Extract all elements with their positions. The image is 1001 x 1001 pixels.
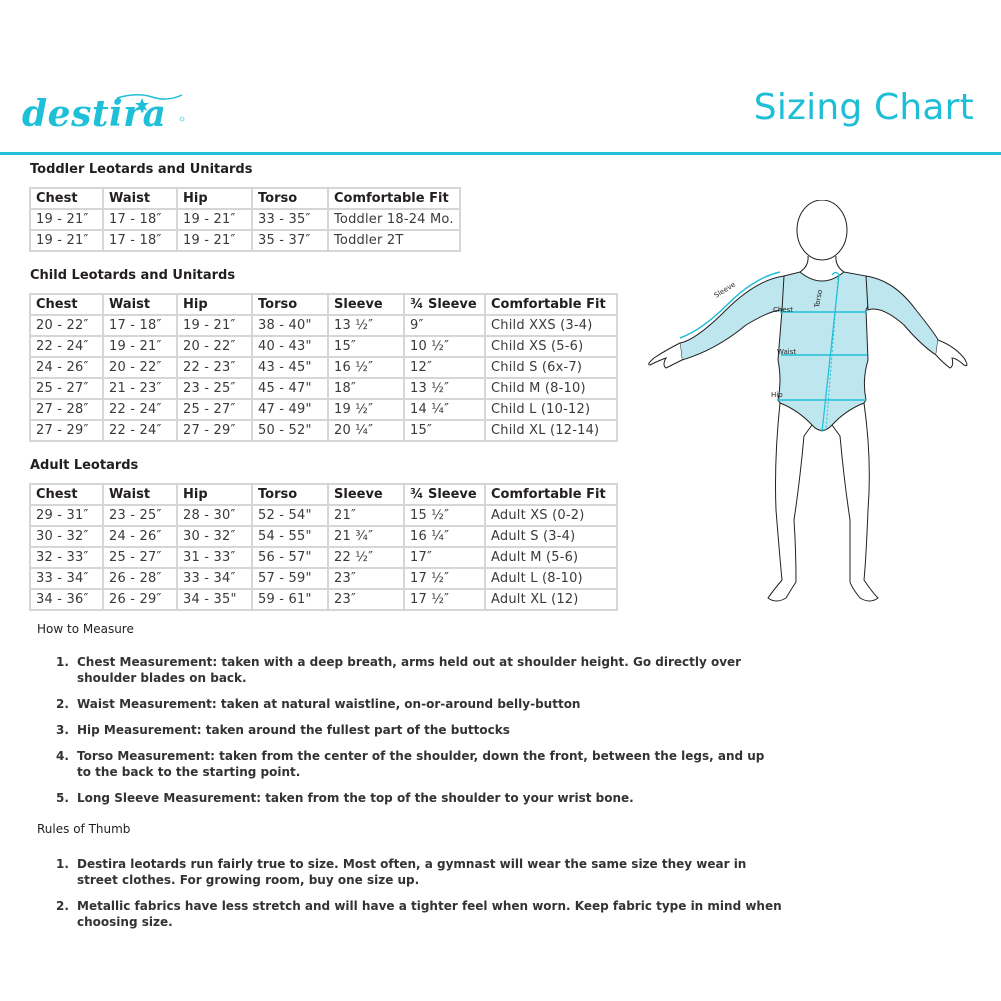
table-cell: 27 - 28″ (30, 399, 103, 420)
table-cell: 18″ (328, 378, 404, 399)
table-cell: 30 - 32″ (177, 526, 252, 547)
table-cell: 22 - 24″ (103, 420, 177, 441)
column-header: ¾ Sleeve (404, 294, 485, 315)
table-cell: 27 - 29″ (30, 420, 103, 441)
table-row (30, 209, 460, 230)
rules-of-thumb-list (52, 856, 782, 940)
toddler-size-table (29, 187, 461, 252)
table-cell: 13 ½″ (328, 315, 404, 336)
table-cell: 25 - 27″ (177, 399, 252, 420)
list-item (52, 898, 782, 930)
logo-text: destira (22, 93, 167, 135)
list-item-number: 5. (56, 791, 69, 805)
column-header: Torso (252, 484, 328, 505)
list-item-number: 2. (56, 697, 69, 711)
table-cell: Child XXS (3-4) (485, 315, 617, 336)
column-header: Torso (252, 188, 328, 209)
table-cell: 19 - 21″ (177, 315, 252, 336)
table-row (30, 526, 617, 547)
table-cell: 32 - 33″ (30, 547, 103, 568)
table-cell: Child M (8-10) (485, 378, 617, 399)
table-cell: 17 ½″ (404, 589, 485, 610)
page-title: Sizing Chart (753, 87, 974, 128)
list-item-text: Waist Measurement: taken at natural waistline, on-or-around belly-button (77, 697, 581, 711)
table-cell: 15″ (404, 420, 485, 441)
column-header: Sleeve (328, 484, 404, 505)
table-cell: 9″ (404, 315, 485, 336)
left-hand (649, 343, 682, 368)
head-outline (797, 200, 847, 260)
table-cell: 57 - 59" (252, 568, 328, 589)
table-cell: 13 ½″ (404, 378, 485, 399)
table-cell: Adult M (5-6) (485, 547, 617, 568)
table-cell: 22 ½″ (328, 547, 404, 568)
table-row (30, 336, 617, 357)
table-cell: 17 - 18″ (103, 209, 177, 230)
table-cell: 22 - 24″ (103, 399, 177, 420)
table-cell: 33 - 35″ (252, 209, 328, 230)
table-cell: 31 - 33″ (177, 547, 252, 568)
table-cell: 16 ¼″ (404, 526, 485, 547)
table-cell: 23″ (328, 589, 404, 610)
table-cell: 21 ¾″ (328, 526, 404, 547)
column-header: Hip (177, 484, 252, 505)
table-cell: 27 - 29″ (177, 420, 252, 441)
table-cell: 38 - 40" (252, 315, 328, 336)
sleeve-label: Sleeve (712, 280, 737, 300)
list-item-text: Metallic fabrics have less stretch and will have a tighter feel when worn. Keep fabric type in mind when choosing size. (77, 899, 782, 929)
column-header: Chest (30, 188, 103, 209)
table-cell: 15″ (328, 336, 404, 357)
column-header: Waist (103, 484, 177, 505)
table-row (30, 505, 617, 526)
column-header: Sleeve (328, 294, 404, 315)
table-cell: 15 ½″ (404, 505, 485, 526)
table-cell: 30 - 32″ (30, 526, 103, 547)
table-cell: 23 - 25″ (103, 505, 177, 526)
adult-size-table (29, 483, 618, 611)
table-cell: 16 ½″ (328, 357, 404, 378)
table-cell: 22 - 23″ (177, 357, 252, 378)
table-row (30, 315, 617, 336)
list-item-text: Hip Measurement: taken around the fullest part of the buttocks (77, 723, 510, 737)
torso-label: Torso (813, 289, 825, 309)
table-cell: 22 - 24″ (30, 336, 103, 357)
how-to-measure-title: How to Measure (37, 622, 134, 636)
right-leg (832, 403, 878, 601)
table-cell: 17 - 18″ (103, 315, 177, 336)
list-item (52, 748, 782, 780)
right-sleeve (866, 276, 938, 355)
body-figure-illustration (636, 200, 976, 620)
hip-label: Hip (771, 391, 783, 399)
list-item-text: Chest Measurement: taken with a deep breath, arms held out at shoulder height. Go directly over shoulder blades on back. (77, 655, 742, 685)
table-header-row (30, 484, 617, 505)
table-cell: Toddler 2T (328, 230, 460, 251)
table-cell: 52 - 54" (252, 505, 328, 526)
table-row (30, 568, 617, 589)
adult-section-title: Adult Leotards (30, 458, 139, 473)
column-header: Waist (103, 188, 177, 209)
table-cell: 26 - 29″ (103, 589, 177, 610)
chest-label: Chest (773, 306, 794, 314)
list-item (52, 790, 782, 806)
table-row (30, 589, 617, 610)
table-row (30, 357, 617, 378)
child-section-title: Child Leotards and Unitards (30, 268, 236, 283)
table-cell: 56 - 57" (252, 547, 328, 568)
body-measurement-diagram (636, 200, 976, 620)
table-cell: 29 - 31″ (30, 505, 103, 526)
list-item (52, 696, 782, 712)
table-cell: 24 - 26″ (30, 357, 103, 378)
table-cell: 21 - 23″ (103, 378, 177, 399)
table-row (30, 547, 617, 568)
table-cell: 34 - 35" (177, 589, 252, 610)
table-cell: 19 - 21″ (103, 336, 177, 357)
list-item-text: Long Sleeve Measurement: taken from the top of the shoulder to your wrist bone. (77, 791, 634, 805)
table-cell: 40 - 43" (252, 336, 328, 357)
table-header-row (30, 188, 460, 209)
table-cell: 59 - 61" (252, 589, 328, 610)
list-item-number: 1. (56, 857, 69, 871)
table-cell: 50 - 52" (252, 420, 328, 441)
header-divider (0, 152, 1001, 155)
table-cell: 17″ (404, 547, 485, 568)
table-cell: 14 ¼″ (404, 399, 485, 420)
table-cell: 43 - 45" (252, 357, 328, 378)
table-cell: 19 - 21″ (30, 230, 103, 251)
column-header: Hip (177, 188, 252, 209)
table-cell: 24 - 26″ (103, 526, 177, 547)
table-cell: 12″ (404, 357, 485, 378)
table-cell: 34 - 36″ (30, 589, 103, 610)
table-cell: Adult L (8-10) (485, 568, 617, 589)
list-item (52, 722, 782, 738)
table-cell: 19 - 21″ (177, 230, 252, 251)
column-header: Comfortable Fit (485, 484, 617, 505)
list-item-number: 2. (56, 899, 69, 913)
column-header: ¾ Sleeve (404, 484, 485, 505)
table-cell: 25 - 27″ (103, 547, 177, 568)
table-cell: 19 - 21″ (30, 209, 103, 230)
table-row (30, 420, 617, 441)
how-to-measure-list (52, 654, 782, 816)
list-item (52, 856, 782, 888)
destira-logo (22, 92, 187, 138)
table-cell: 19 ½″ (328, 399, 404, 420)
table-cell: Child L (10-12) (485, 399, 617, 420)
column-header: Comfortable Fit (485, 294, 617, 315)
list-item-text: Destira leotards run fairly true to size. Most often, a gymnast will wear the same size they wear in street clothes. For growing room, buy one size up. (77, 857, 747, 887)
table-cell: Adult XL (12) (485, 589, 617, 610)
table-row (30, 399, 617, 420)
table-cell: 17 ½″ (404, 568, 485, 589)
column-header: Chest (30, 294, 103, 315)
table-row (30, 378, 617, 399)
table-cell: 33 - 34″ (30, 568, 103, 589)
table-cell: 20 ¼″ (328, 420, 404, 441)
table-cell: 23″ (328, 568, 404, 589)
table-cell: Adult S (3-4) (485, 526, 617, 547)
table-cell: 10 ½″ (404, 336, 485, 357)
table-cell: 47 - 49" (252, 399, 328, 420)
table-cell: 45 - 47" (252, 378, 328, 399)
column-header: Hip (177, 294, 252, 315)
table-cell: 23 - 25″ (177, 378, 252, 399)
table-cell: 54 - 55" (252, 526, 328, 547)
table-cell: 19 - 21″ (177, 209, 252, 230)
table-cell: 28 - 30″ (177, 505, 252, 526)
table-cell: 33 - 34″ (177, 568, 252, 589)
list-item-number: 4. (56, 749, 69, 763)
table-cell: 26 - 28″ (103, 568, 177, 589)
column-header: Waist (103, 294, 177, 315)
right-hand (936, 340, 967, 368)
column-header: Torso (252, 294, 328, 315)
list-item-number: 3. (56, 723, 69, 737)
column-header: Comfortable Fit (328, 188, 460, 209)
table-cell: 20 - 22″ (30, 315, 103, 336)
table-cell: Child XL (12-14) (485, 420, 617, 441)
table-cell: 17 - 18″ (103, 230, 177, 251)
table-cell: 20 - 22″ (177, 336, 252, 357)
table-row (30, 230, 460, 251)
table-cell: 20 - 22″ (103, 357, 177, 378)
waist-label: Waist (777, 348, 797, 356)
left-leg (768, 403, 812, 601)
list-item-number: 1. (56, 655, 69, 669)
table-cell: Adult XS (0-2) (485, 505, 617, 526)
rules-of-thumb-title: Rules of Thumb (37, 822, 131, 836)
column-header: Chest (30, 484, 103, 505)
table-header-row (30, 294, 617, 315)
table-cell: Toddler 18-24 Mo. (328, 209, 460, 230)
toddler-section-title: Toddler Leotards and Unitards (30, 162, 253, 177)
table-cell: 25 - 27″ (30, 378, 103, 399)
list-item-text: Torso Measurement: taken from the center of the shoulder, down the front, between the legs, and up to the back to the starting point. (77, 749, 765, 779)
table-cell: 35 - 37″ (252, 230, 328, 251)
list-item (52, 654, 782, 686)
table-cell: 21″ (328, 505, 404, 526)
child-size-table (29, 293, 618, 442)
table-cell: Child S (6x-7) (485, 357, 617, 378)
table-cell: Child XS (5-6) (485, 336, 617, 357)
